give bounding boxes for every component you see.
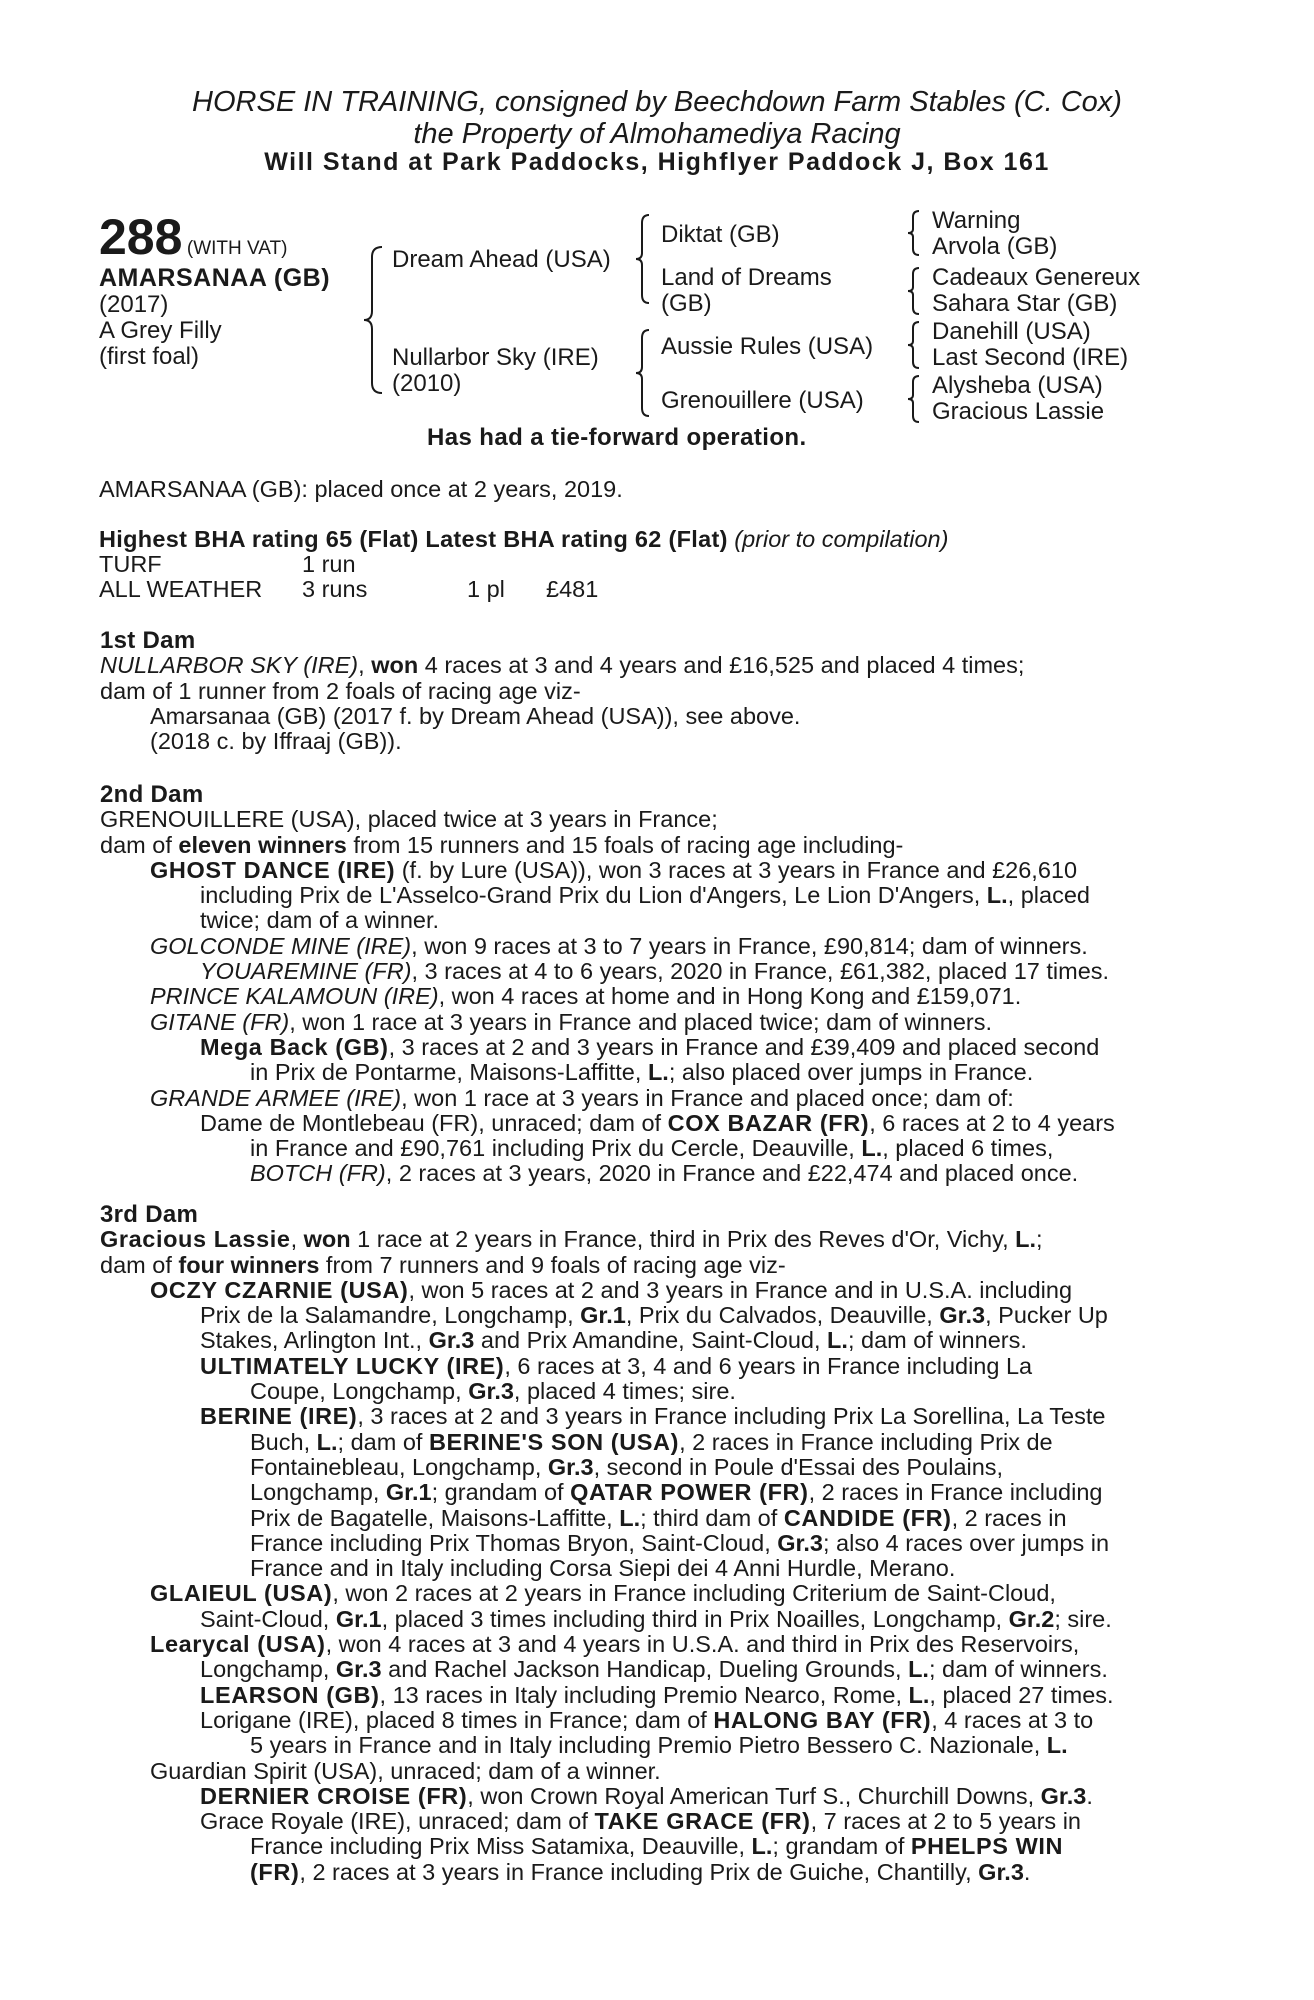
pedigree-brace-g2 bbox=[906, 266, 922, 316]
text-line: GHOST DANCE (IRE) (f. by Lure (USA)), won 3 races at 3 years in France and £26,610 bbox=[150, 856, 1078, 883]
sire-name: Dream Ahead (USA) bbox=[392, 246, 611, 273]
text-line: LEARSON (GB), 13 races in Italy including Premio Nearco, Rome, L., placed 27 times. bbox=[200, 1681, 1114, 1708]
text-line: in Prix de Pontarme, Maisons-Laffitte, L.; also placed over jumps in France. bbox=[250, 1059, 1034, 1086]
text-line: Stakes, Arlington Int., Gr.3 and Prix Amandine, Saint-Cloud, L.; dam of winners. bbox=[200, 1327, 1027, 1354]
text-line: DERNIER CROISE (FR), won Crown Royal American Turf S., Churchill Downs, Gr.3. bbox=[200, 1782, 1093, 1809]
consignment-line: HORSE IN TRAINING, consigned by Beechdown Farm Stables (C. Cox) bbox=[192, 86, 1122, 118]
text-line: twice; dam of a winner. bbox=[200, 907, 440, 934]
text-line: OCZY CZARNIE (USA), won 5 races at 2 and 3 years in France and in U.S.A. including bbox=[150, 1276, 1073, 1303]
text-line: Prix de la Salamandre, Longchamp, Gr.1, Prix du Calvados, Deauville, Gr.3, Pucker Up bbox=[200, 1302, 1108, 1329]
text-line: Mega Back (GB), 3 races at 2 and 3 years in France and £39,409 and placed second bbox=[200, 1033, 1100, 1060]
text-line: in France and £90,761 including Prix du Cercle, Deauville, L., placed 6 times, bbox=[250, 1135, 1054, 1162]
text-line: Prix de Bagatelle, Maisons-Laffitte, L.; third dam of CANDIDE (FR), 2 races in bbox=[250, 1504, 1067, 1531]
horse-name: AMARSANAA (GB) bbox=[99, 264, 331, 292]
text-line: NULLARBOR SKY (IRE), won 4 races at 3 and 4 years and £16,525 and placed 4 times; bbox=[100, 652, 1025, 679]
turf-label: TURF bbox=[99, 551, 162, 577]
foal-note: (first foal) bbox=[99, 343, 200, 370]
pedigree-brace-g1 bbox=[906, 209, 922, 257]
text-line: Amarsanaa (GB) (2017 f. by Dream Ahead (USA)), see above. bbox=[150, 702, 801, 729]
rating-text: Highest BHA rating 65 (Flat) Latest BHA rating 62 (Flat) bbox=[99, 526, 728, 552]
sire-sire-name: Diktat (GB) bbox=[661, 221, 780, 248]
text-line: including Prix de L'Asselco-Grand Prix du Lion d'Angers, Le Lion D'Angers, L., placed bbox=[200, 882, 1090, 909]
rating-line bbox=[99, 527, 948, 552]
text-line: YOUAREMINE (FR), 3 races at 4 to 6 years, 2020 in France, £61,382, placed 17 times. bbox=[200, 958, 1110, 985]
text-line: BOTCH (FR), 2 races at 3 years, 2020 in France and £22,474 and placed once. bbox=[250, 1160, 1079, 1187]
ownership-line: the Property of Almohamediya Racing bbox=[413, 118, 901, 150]
text-line: France including Prix Miss Satamixa, Deauville, L.; grandam of PHELPS WIN bbox=[250, 1833, 1064, 1860]
operation-note: Has had a tie-forward operation. bbox=[427, 424, 807, 451]
text-line: Lorigane (IRE), placed 8 times in France; dam of HALONG BAY (FR), 4 races at 3 to bbox=[200, 1706, 1094, 1733]
aw-label: ALL WEATHER bbox=[99, 576, 263, 602]
text-line: Buch, L.; dam of BERINE'S SON (USA), 2 races in France including Prix de bbox=[250, 1428, 1053, 1455]
sire-dam-name: Land of Dreams bbox=[661, 264, 832, 291]
aw-placings: 1 pl bbox=[467, 576, 505, 602]
text-line: GLAIEUL (USA), won 2 races at 2 years in France including Criterium de Saint-Cloud, bbox=[150, 1580, 1056, 1607]
pedigree-brace-g3 bbox=[906, 320, 922, 370]
third-dam-section bbox=[100, 1202, 1200, 1885]
text-line: France including Prix Thomas Bryon, Saint-Cloud, Gr.3; also 4 races over jumps in bbox=[250, 1529, 1110, 1556]
text-line: PRINCE KALAMOUN (IRE), won 4 races at home and in Hong Kong and £159,071. bbox=[150, 983, 1022, 1010]
granddam-1: Arvola (GB) bbox=[932, 233, 1058, 260]
text-line: BERINE (IRE), 3 races at 2 and 3 years in France including Prix La Sorellina, La Teste bbox=[200, 1403, 1106, 1430]
text-line: dam of four winners from 7 runners and 9 foals of racing age viz- bbox=[100, 1251, 786, 1278]
text-line: GRENOUILLERE (USA), placed twice at 3 years in France; bbox=[100, 806, 718, 833]
section-heading: 1st Dam bbox=[100, 627, 196, 654]
lot-number: 288 bbox=[99, 209, 183, 265]
text-line: France and in Italy including Corsa Siepi dei 4 Anni Hurdle, Merano. bbox=[250, 1555, 956, 1582]
text-line: ULTIMATELY LUCKY (IRE), 6 races at 3, 4 and 6 years in France including La bbox=[200, 1352, 1033, 1379]
text-line: GITANE (FR), won 1 race at 3 years in France and placed twice; dam of winners. bbox=[150, 1008, 992, 1035]
text-line: dam of 1 runner from 2 foals of racing age viz- bbox=[100, 677, 581, 704]
dam-year: (2010) bbox=[392, 370, 462, 397]
first-dam-section bbox=[100, 628, 1200, 754]
text-line: Learycal (USA), won 4 races at 3 and 4 years in U.S.A. and third in Prix des Reservoirs, bbox=[150, 1631, 1080, 1658]
text-line: Dame de Montlebeau (FR), unraced; dam of COX BAZAR (FR), 6 races at 2 to 4 years bbox=[200, 1109, 1115, 1136]
text-line: Fontainebleau, Longchamp, Gr.3, second in Poule d'Essai des Poulains, bbox=[250, 1453, 1004, 1480]
text-line: Grace Royale (IRE), unraced; dam of TAKE GRACE (FR), 7 races at 2 to 5 years in bbox=[200, 1808, 1081, 1835]
text-line: dam of eleven winners from 15 runners and 15 foals of racing age including- bbox=[100, 831, 904, 858]
text-line: Longchamp, Gr.3 and Rachel Jackson Handicap, Dueling Grounds, L.; dam of winners. bbox=[200, 1656, 1108, 1683]
sire-dam-country: (GB) bbox=[661, 290, 712, 317]
horse-description: A Grey Filly bbox=[99, 317, 222, 344]
text-line: Saint-Cloud, Gr.1, placed 3 times including third in Prix Noailles, Longchamp, Gr.2; sire. bbox=[200, 1605, 1112, 1632]
granddam-3: Last Second (IRE) bbox=[932, 344, 1129, 371]
dam-dam-name: Grenouillere (USA) bbox=[661, 387, 864, 414]
text-line: (FR), 2 races at 3 years in France including Prix de Guiche, Chantilly, Gr.3. bbox=[250, 1858, 1031, 1885]
grandsire-4: Alysheba (USA) bbox=[932, 372, 1103, 399]
text-line: Coupe, Longchamp, Gr.3, placed 4 times; sire. bbox=[250, 1378, 736, 1405]
text-line: Gracious Lassie, won 1 race at 2 years in France, third in Prix des Reves d'Or, Vichy, L.; bbox=[100, 1226, 1043, 1253]
pedigree-brace-main bbox=[362, 245, 386, 395]
section-heading: 3rd Dam bbox=[100, 1201, 199, 1228]
pedigree-brace-dam bbox=[634, 328, 652, 418]
second-dam-section bbox=[100, 782, 1200, 1187]
race-summary: AMARSANAA (GB): placed once at 2 years, 2019. bbox=[99, 476, 623, 502]
text-line: Longchamp, Gr.1; grandam of QATAR POWER (FR), 2 races in France including bbox=[250, 1479, 1103, 1506]
turf-runs: 1 run bbox=[302, 551, 356, 577]
lot-number-row bbox=[99, 208, 288, 266]
text-line: (2018 c. by Iffraaj (GB)). bbox=[150, 728, 402, 755]
aw-runs: 3 runs bbox=[302, 576, 368, 602]
section-heading: 2nd Dam bbox=[100, 781, 204, 808]
grandsire-3: Danehill (USA) bbox=[932, 318, 1091, 345]
pedigree-brace-g4 bbox=[906, 374, 922, 424]
horse-year: (2017) bbox=[99, 291, 169, 318]
grandsire-1: Warning bbox=[932, 207, 1021, 234]
text-line: GRANDE ARMEE (IRE), won 1 race at 3 years in France and placed once; dam of: bbox=[150, 1084, 1014, 1111]
granddam-2: Sahara Star (GB) bbox=[932, 290, 1118, 317]
granddam-4: Gracious Lassie bbox=[932, 398, 1105, 425]
aw-prize: £481 bbox=[546, 576, 599, 602]
pedigree-brace-sire bbox=[634, 213, 652, 305]
location-line: Will Stand at Park Paddocks, Highflyer Paddock J, Box 161 bbox=[264, 148, 1050, 176]
text-line: Guardian Spirit (USA), unraced; dam of a winner. bbox=[150, 1757, 661, 1784]
dam-name: Nullarbor Sky (IRE) bbox=[392, 344, 599, 371]
dam-sire-name: Aussie Rules (USA) bbox=[661, 333, 874, 360]
rating-note: (prior to compilation) bbox=[734, 526, 949, 552]
text-line: 5 years in France and in Italy including Premio Pietro Bessero C. Nazionale, L. bbox=[250, 1732, 1068, 1759]
vat-note: (WITH VAT) bbox=[186, 238, 288, 259]
grandsire-2: Cadeaux Genereux bbox=[932, 264, 1141, 291]
text-line: GOLCONDE MINE (IRE), won 9 races at 3 to 7 years in France, £90,814; dam of winners. bbox=[150, 932, 1088, 959]
